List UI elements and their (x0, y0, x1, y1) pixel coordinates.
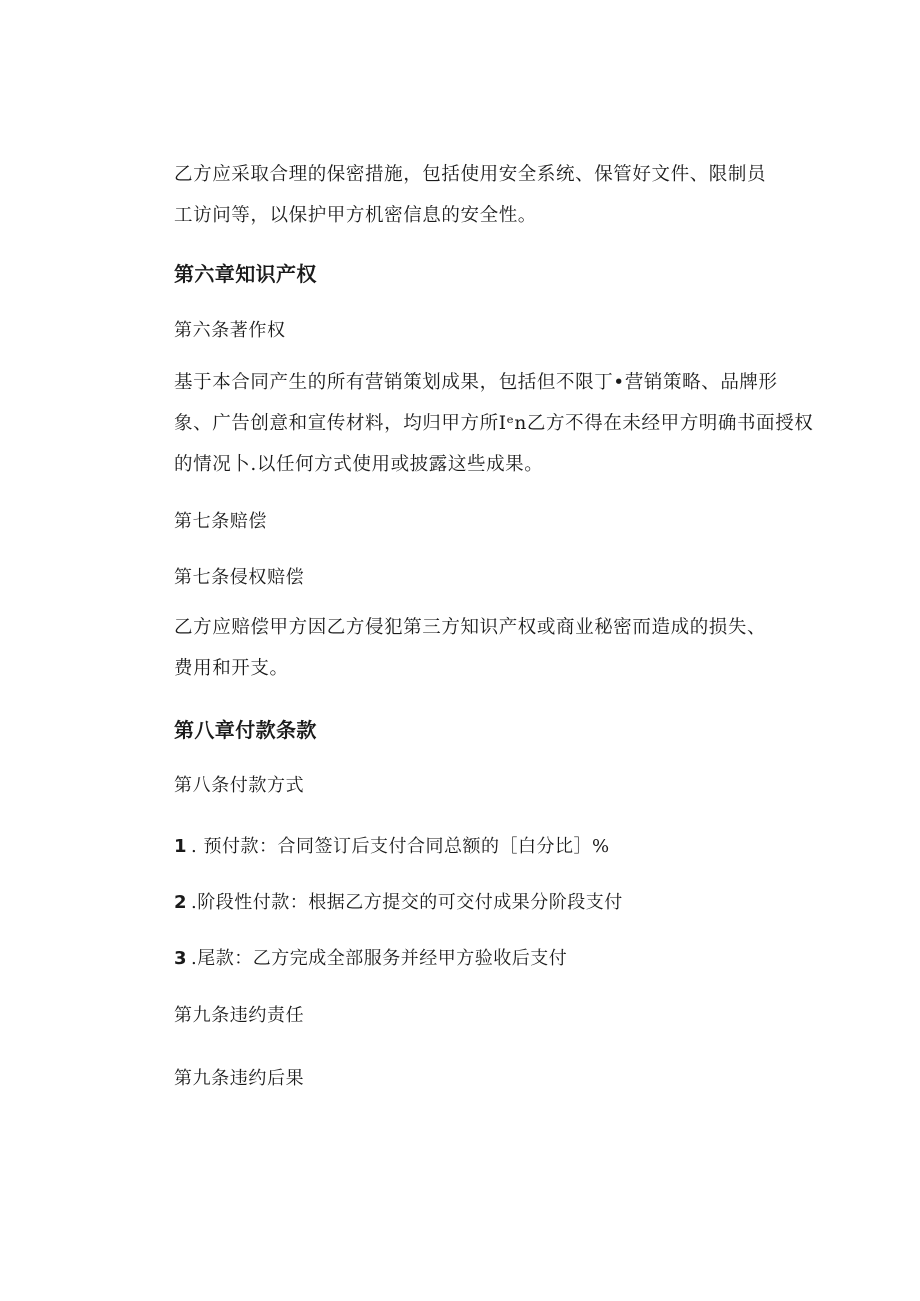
article-9-subtitle: 第九条违约后果 (174, 1068, 305, 1089)
item-number: 2 (174, 892, 188, 913)
article-8-title: 第八条付款方式 (174, 775, 305, 796)
payment-item (174, 832, 610, 858)
item-number: 3 (174, 948, 188, 969)
item-number: 1 (174, 836, 188, 857)
paragraph-line: 乙方应赔偿甲方因乙方侵犯第三方知识产权或商业秘密而造成的损失、 (174, 617, 767, 638)
article-6-title: 第六条著作权 (174, 320, 286, 341)
chapter-6-heading: 第六章知识产权 (174, 262, 317, 286)
paragraph-line: 基于本合同产生的所有营销策划成果，包括但不限丁•营销策略、品牌形 (174, 372, 778, 393)
paragraph-line: 工访问等，以保护甲方机密信息的安全性。 (174, 205, 537, 226)
article-9-title: 第九条违约责任 (174, 1005, 305, 1026)
paragraph-line: 乙方应采取合理的保密措施，包括使用安全系统、保管好文件、限制员 (174, 164, 767, 185)
paragraph-line: 费用和开支。 (174, 658, 289, 679)
infringement-paragraph (174, 607, 767, 689)
payment-item (174, 888, 623, 914)
article-7-subtitle: 第七条侵权赔偿 (174, 567, 305, 588)
item-text: .阶段性付款：根据乙方提交的可交付成果分阶段支付 (191, 892, 623, 913)
item-text: .尾款：乙方完成全部服务并经甲方验收后支付 (191, 948, 568, 969)
confidentiality-paragraph (174, 154, 767, 236)
payment-item (174, 944, 567, 970)
article-7-title: 第七条赔偿 (174, 511, 267, 532)
chapter-8-heading: 第八章付款条款 (174, 718, 317, 742)
paragraph-line: 的情况卜.以任何方式使用或披露这些成果。 (174, 454, 544, 475)
paragraph-line: 象、广告创意和宣传材料，均归甲方所Iᵉn乙方不得在未经甲方明确书面授权 (174, 413, 814, 434)
item-text: . 预付款：合同签订后支付合同总额的［白分比］% (191, 836, 610, 857)
copyright-paragraph (174, 362, 814, 485)
